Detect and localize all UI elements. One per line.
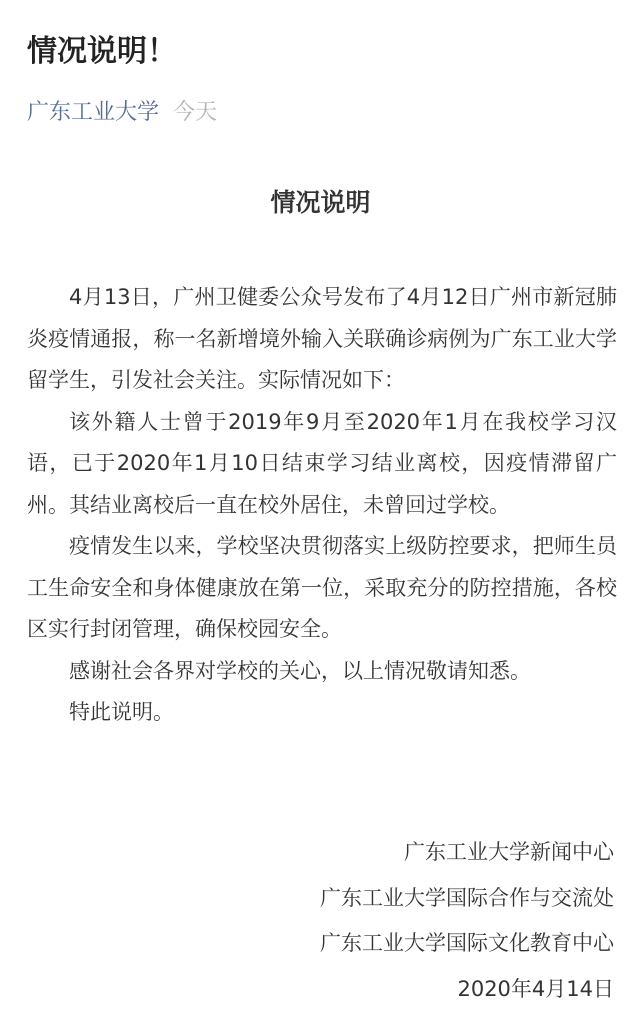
article-meta	[27, 96, 217, 130]
issued-date: 2020年4月14日	[457, 976, 614, 1001]
paragraph-measures: 疫情发生以来，学校坚决贯彻落实上级防控要求，把师生员工生命安全和身体健康放在第一位，采取充分的防控措施，各校区实行封闭管理，确保校园安全。	[27, 534, 617, 641]
notice-heading: 情况说明	[270, 188, 371, 217]
signatory-international-office: 广东工业大学国际合作与交流处	[320, 885, 614, 910]
paragraph-closing: 特此说明。	[69, 700, 174, 724]
paragraph-intro: 4月13日，广州卫健委公众号发布了4月12日广州市新冠肺炎疫情通报，称一名新增境外输入关联确诊病例为广东工业大学留学生，引发社会关注。实际情况如下：	[27, 285, 617, 392]
article-title: 情况说明！	[27, 34, 177, 69]
post-date: 今天	[173, 100, 218, 125]
signatory-news-center: 广东工业大学新闻中心	[404, 840, 614, 864]
signatory-culture-education-center: 广东工业大学国际文化教育中心	[320, 931, 614, 955]
notice-body	[27, 277, 617, 734]
signature-block	[320, 830, 614, 1012]
paragraph-details: 该外籍人士曾于2019年9月至2020年1月在我校学习汉语，已于2020年1月10日结束学习结业离校，因疫情滞留广州。其结业离校后一直在校外居住，未曾回过学校。	[27, 409, 617, 517]
paragraph-thanks: 感谢社会各界对学校的关心，以上情况敬请知悉。	[69, 658, 531, 683]
author-link[interactable]: 广东工业大学	[27, 100, 160, 125]
